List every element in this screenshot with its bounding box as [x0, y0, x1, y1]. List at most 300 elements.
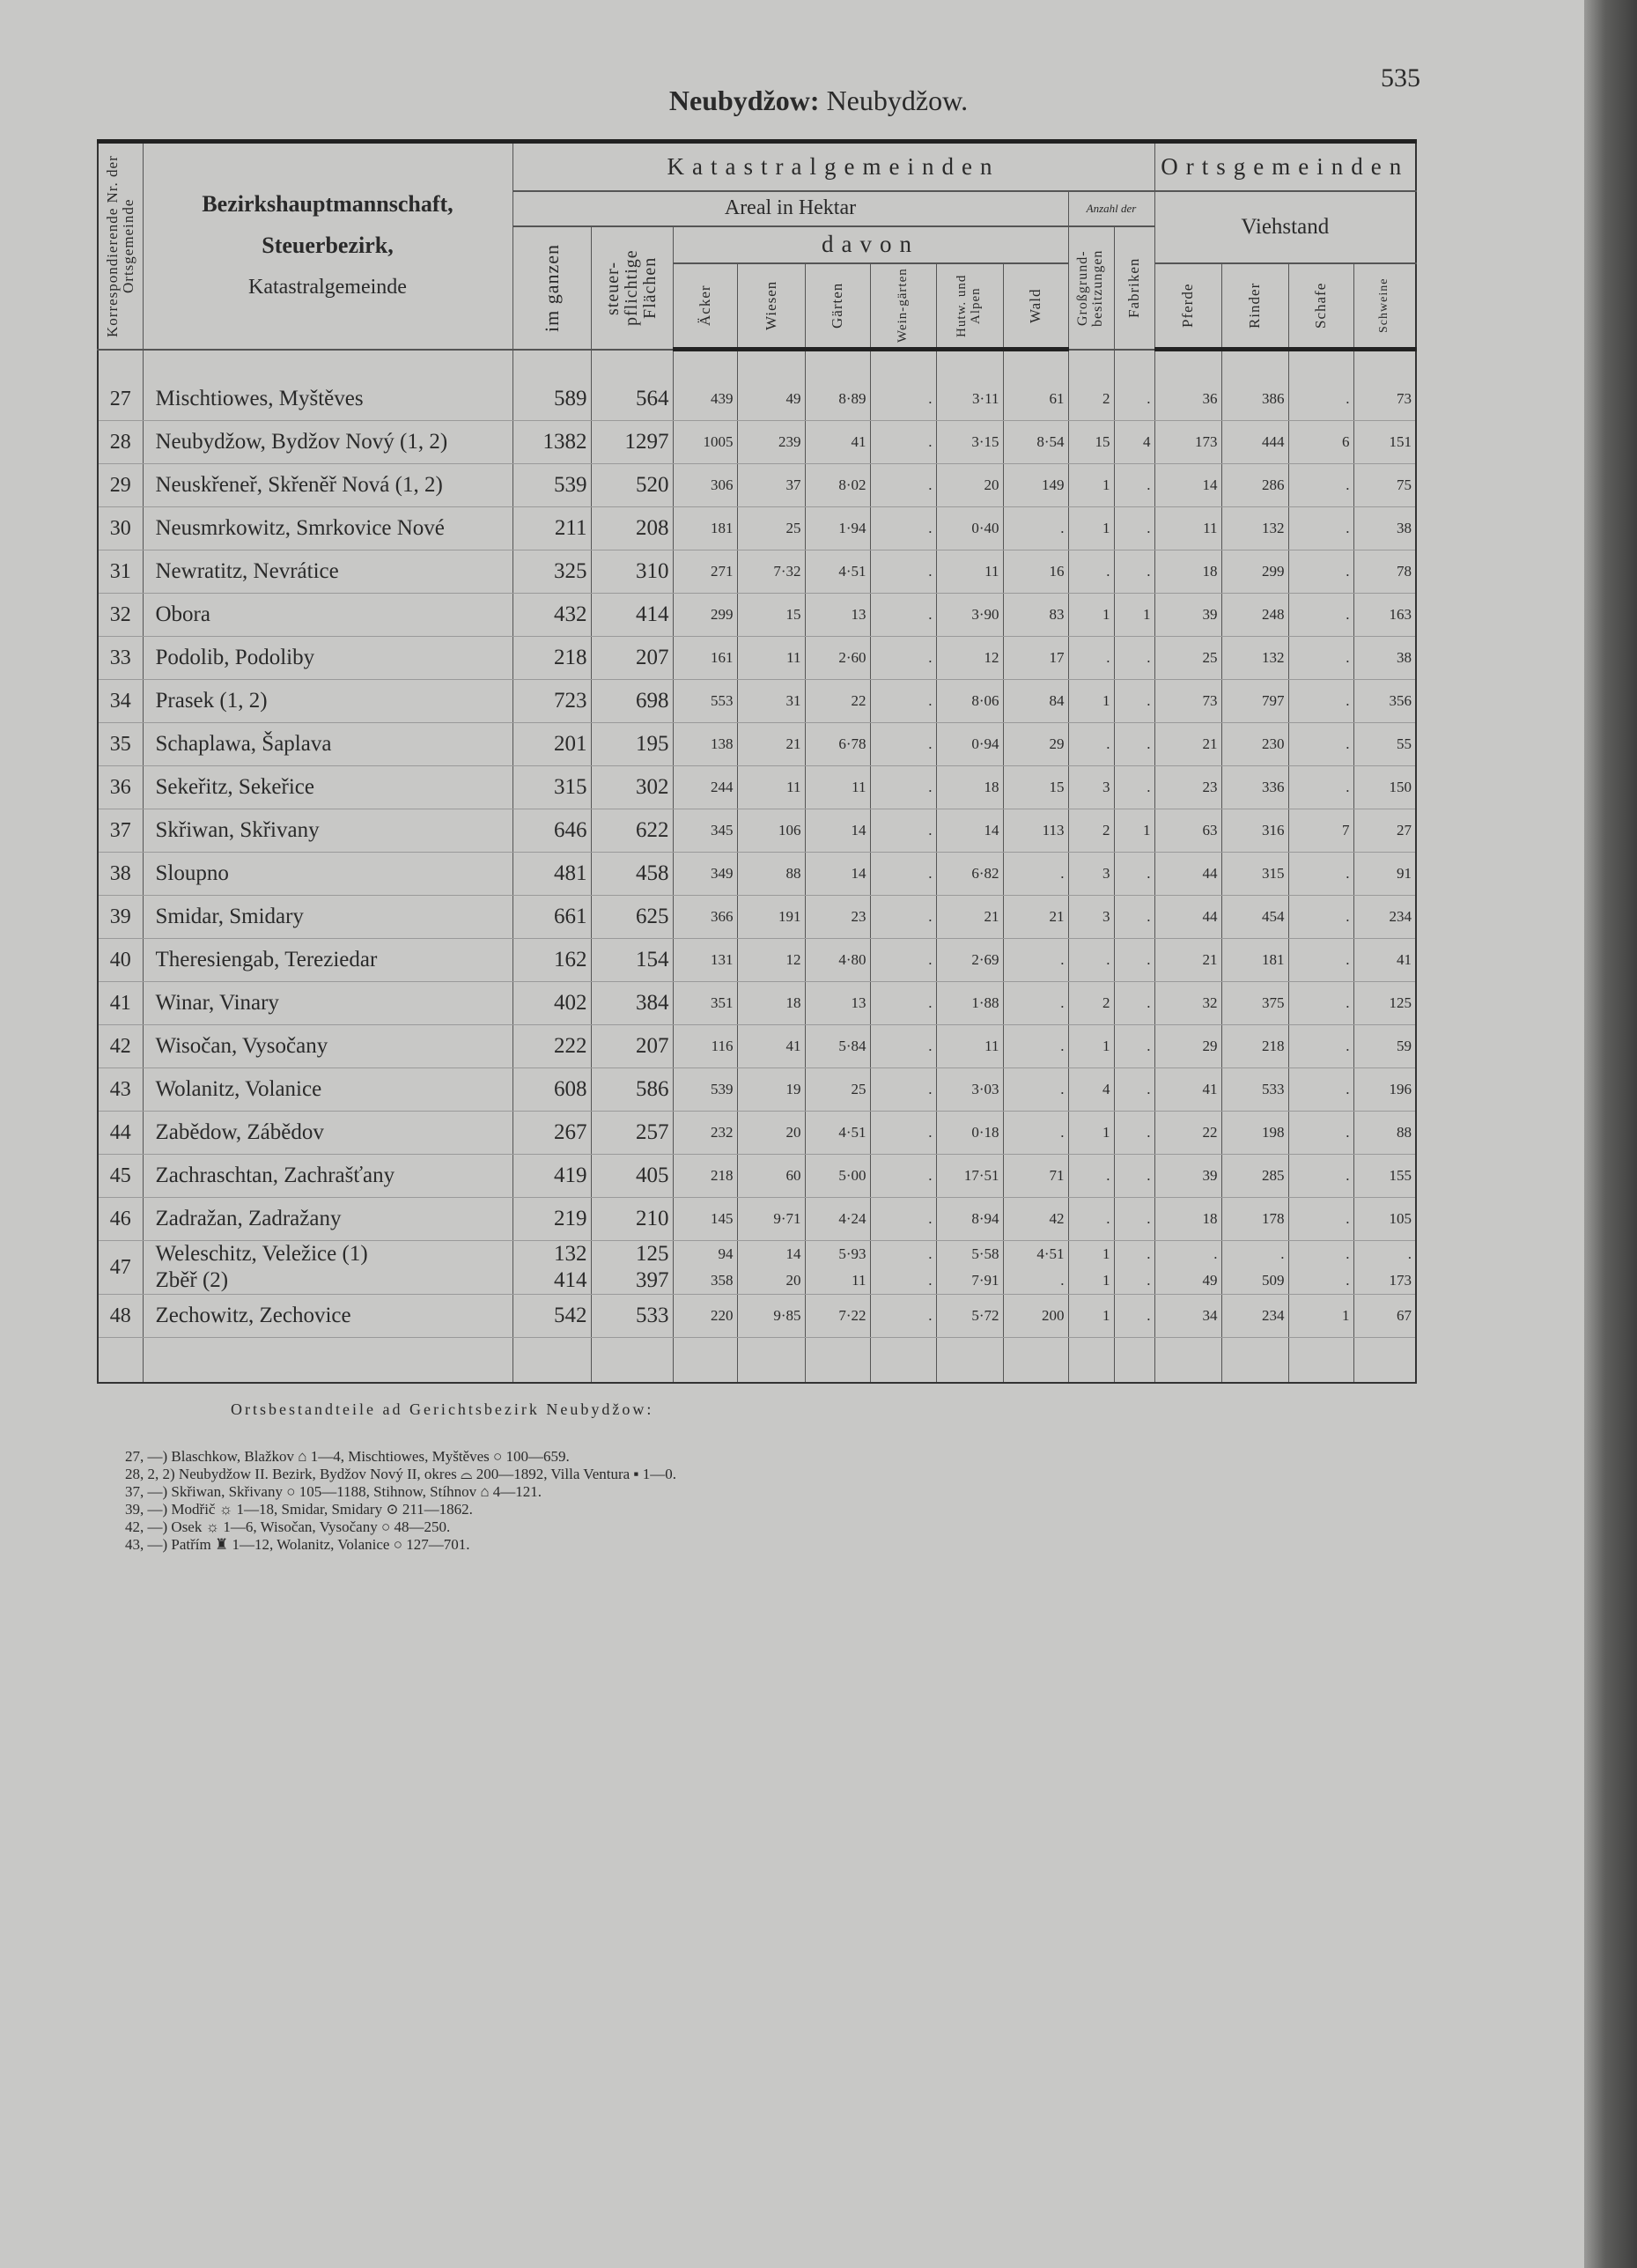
cell-line: 18 [1202, 563, 1218, 580]
cell-rinder [1221, 1241, 1288, 1295]
cell-pferde [1154, 1295, 1221, 1338]
cell-grossgrund [1068, 766, 1114, 809]
cell-line: 2 [1102, 822, 1110, 838]
cell-katastralgemeinde [143, 550, 512, 594]
cell-line: 1 [1102, 1307, 1110, 1324]
cell-wald [1003, 1241, 1068, 1295]
cell-line: 356 [1389, 692, 1412, 709]
cell-fabriken [1114, 982, 1154, 1025]
cell-line: . [1346, 692, 1350, 709]
empty-cell [1068, 350, 1114, 379]
row-number: 43 [98, 1068, 143, 1112]
cell-wald [1003, 939, 1068, 982]
cell-line: 41 [1202, 1081, 1218, 1097]
table-row [98, 550, 1416, 594]
cell-line: . [1147, 520, 1151, 536]
cell-line: 414 [636, 602, 669, 626]
header-gaerten [805, 263, 870, 350]
cell-line: . [928, 433, 933, 450]
cell-line: 113 [1042, 822, 1065, 838]
cell-im-ganzen [512, 1241, 591, 1295]
cell-hutweiden [936, 809, 1003, 853]
cell-line: 315 [554, 775, 587, 799]
cell-pferde [1154, 680, 1221, 723]
table-row [98, 723, 1416, 766]
empty-cell [1288, 1338, 1353, 1384]
cell-wald [1003, 1112, 1068, 1155]
cell-steuerpflichtig [591, 1112, 673, 1155]
cell-katastralgemeinde [143, 896, 512, 939]
cell-line: 797 [1262, 692, 1285, 709]
cell-aecker [673, 1155, 737, 1198]
cell-line: 625 [636, 905, 669, 928]
cell-line: Zabědow, Zábědov [155, 1120, 324, 1144]
cell-line: . [1346, 520, 1350, 536]
cell-wiesen [737, 1198, 805, 1241]
header-katastralgemeinden: Katastralgemeinden [512, 142, 1154, 191]
cell-wiesen [737, 464, 805, 507]
cell-line: 8·06 [971, 692, 999, 709]
cell-line: 25 [1202, 649, 1218, 666]
cell-weingaerten [870, 1295, 936, 1338]
cell-line: 106 [778, 822, 801, 838]
table-row [98, 766, 1416, 809]
cell-line: . [928, 908, 933, 925]
cell-line: 49 [785, 390, 801, 407]
cell-aecker [673, 464, 737, 507]
header-gaerten-label: Gärten [829, 282, 846, 329]
header-wald-label: Wald [1027, 288, 1044, 323]
cell-line: 39 [1202, 606, 1218, 623]
cell-steuerpflichtig [591, 1295, 673, 1338]
cell-line: . [928, 1307, 933, 1324]
cell-line: 178 [1262, 1210, 1285, 1227]
cell-weingaerten [870, 982, 936, 1025]
cell-wiesen [737, 1241, 805, 1295]
cell-line: . [1346, 994, 1350, 1011]
cell-line: 1 [1102, 606, 1110, 623]
cell-aecker [673, 1198, 737, 1241]
cell-line: 539 [711, 1081, 734, 1097]
cell-wiesen [737, 594, 805, 637]
cell-steuerpflichtig [591, 853, 673, 896]
empty-cell [591, 350, 673, 379]
cell-line: Wisočan, Vysočany [155, 1034, 328, 1058]
cell-wald [1003, 637, 1068, 680]
cell-line: . [1147, 1124, 1151, 1141]
cell-im-ganzen [512, 637, 591, 680]
cell-line: 222 [554, 1034, 587, 1058]
cell-schafe [1288, 1295, 1353, 1338]
cell-line: Schaplawa, Šaplava [155, 732, 332, 756]
header-schweine [1353, 263, 1416, 350]
cell-im-ganzen [512, 550, 591, 594]
cell-line: 234 [1389, 908, 1412, 925]
cell-line: . [928, 865, 933, 882]
cell-line: . [1060, 951, 1065, 968]
cell-line: . [1280, 1245, 1285, 1262]
cell-line: 39 [1202, 1167, 1218, 1184]
empty-cell [512, 1338, 591, 1384]
cell-line: 218 [1262, 1038, 1285, 1054]
cell-im-ganzen [512, 464, 591, 507]
cell-line: 1005 [703, 433, 734, 450]
cell-wald [1003, 594, 1068, 637]
empty-cell [1221, 1338, 1288, 1384]
cell-aecker [673, 766, 737, 809]
cell-line: 366 [711, 908, 734, 925]
cell-line: . [1060, 1124, 1065, 1141]
table-row [98, 809, 1416, 853]
cell-line: 646 [554, 818, 587, 842]
cell-line: . [928, 779, 933, 795]
cell-wald [1003, 464, 1068, 507]
tail-row [98, 1338, 1416, 1384]
cell-line: 351 [711, 994, 734, 1011]
cell-schweine [1353, 939, 1416, 982]
cell-grossgrund [1068, 594, 1114, 637]
cell-gaerten [805, 853, 870, 896]
cell-line: 4·51 [838, 1124, 866, 1141]
cell-line: . [1147, 1167, 1151, 1184]
cell-line: 191 [778, 908, 801, 925]
row-number: 32 [98, 594, 143, 637]
cell-gaerten [805, 550, 870, 594]
table-row [98, 378, 1416, 421]
cell-grossgrund [1068, 378, 1114, 421]
cell-line: 257 [636, 1120, 669, 1144]
cell-steuerpflichtig [591, 1025, 673, 1068]
empty-cell [805, 350, 870, 379]
cell-line: 1 [1143, 822, 1151, 838]
cell-line: 481 [554, 861, 587, 885]
cell-schafe [1288, 766, 1353, 809]
cell-gaerten [805, 680, 870, 723]
header-davon: davon [673, 226, 1068, 263]
cell-rinder [1221, 1295, 1288, 1338]
cell-line: 405 [636, 1164, 669, 1187]
cell-line: 131 [711, 951, 734, 968]
cell-grossgrund [1068, 421, 1114, 464]
row-number: 29 [98, 464, 143, 507]
cell-schweine [1353, 1068, 1416, 1112]
cell-line: 7·22 [838, 1307, 866, 1324]
cell-line: 149 [1042, 477, 1065, 493]
empty-cell [591, 1338, 673, 1384]
row-number: 37 [98, 809, 143, 853]
cell-katastralgemeinde [143, 1068, 512, 1112]
header-pferde [1154, 263, 1221, 350]
cell-line: 7 [1342, 822, 1350, 838]
cell-line: 6·78 [838, 735, 866, 752]
cell-line: 316 [1262, 822, 1285, 838]
cell-schafe [1288, 1112, 1353, 1155]
table-body [98, 350, 1416, 1384]
cell-schweine [1353, 507, 1416, 550]
table-row [98, 982, 1416, 1025]
header-ortsgemeinden: Ortsgemeinden [1154, 142, 1416, 191]
cell-line: 181 [1262, 951, 1285, 968]
header-hutweiden [936, 263, 1003, 350]
cell-katastralgemeinde [143, 982, 512, 1025]
cell-im-ganzen [512, 939, 591, 982]
cell-line: 173 [1389, 1272, 1412, 1289]
title-court-district: Neubydžow. [826, 85, 969, 116]
header-steuerpflichtig-label: steuer-pflichtige Flächen [603, 249, 660, 326]
cell-line: 41 [785, 1038, 801, 1054]
row-number: 35 [98, 723, 143, 766]
empty-cell [1353, 350, 1416, 379]
cell-line: 11 [786, 649, 801, 666]
cell-rinder [1221, 723, 1288, 766]
cell-fabriken [1114, 1112, 1154, 1155]
cell-pferde [1154, 637, 1221, 680]
cell-line: 12 [984, 649, 999, 666]
cell-line: . [928, 1272, 933, 1289]
cell-im-ganzen [512, 680, 591, 723]
cell-aecker [673, 1295, 737, 1338]
cell-line: 125 [636, 1242, 669, 1266]
cell-line: 325 [554, 559, 587, 583]
cell-line: . [1346, 865, 1350, 882]
cell-line: . [1147, 390, 1151, 407]
cell-weingaerten [870, 809, 936, 853]
row-number: 30 [98, 507, 143, 550]
cell-line: 11 [852, 1272, 866, 1289]
cell-line: . [1147, 994, 1151, 1011]
cell-fabriken [1114, 896, 1154, 939]
cell-line: . [1346, 563, 1350, 580]
cell-aecker [673, 723, 737, 766]
cell-line: 234 [1262, 1307, 1285, 1324]
cell-line: . [1147, 1272, 1151, 1289]
cell-schweine [1353, 982, 1416, 1025]
cell-line: . [1346, 951, 1350, 968]
footnote-line: 42, —) Osek ☼ 1—6, Wisočan, Vysočany ○ 48—250. [125, 1518, 451, 1535]
cell-schafe [1288, 809, 1353, 853]
cell-gaerten [805, 1068, 870, 1112]
cell-line: 3 [1102, 865, 1110, 882]
cell-aecker [673, 378, 737, 421]
cell-line: 248 [1262, 606, 1285, 623]
cell-line: 196 [1389, 1081, 1412, 1097]
cell-line: 2·60 [838, 649, 866, 666]
cell-line: 13 [851, 994, 866, 1011]
cell-line: 4 [1102, 1081, 1110, 1097]
header-weingaerten-label: Wein-gärten [895, 268, 910, 344]
cell-line: 41 [851, 433, 866, 450]
row-number: 47 [98, 1241, 143, 1295]
cell-steuerpflichtig [591, 1155, 673, 1198]
cell-line: 44 [1202, 865, 1218, 882]
cell-rinder [1221, 1068, 1288, 1112]
cell-hutweiden [936, 421, 1003, 464]
cell-pferde [1154, 594, 1221, 637]
cell-line: . [928, 1245, 933, 1262]
cell-line: 8·54 [1036, 433, 1065, 450]
cell-katastralgemeinde [143, 809, 512, 853]
cell-pferde [1154, 1068, 1221, 1112]
cell-line: Prasek (1, 2) [155, 689, 268, 713]
cell-grossgrund [1068, 1241, 1114, 1295]
cell-line: . [1147, 1081, 1151, 1097]
cell-gaerten [805, 766, 870, 809]
cell-line: 239 [778, 433, 801, 450]
cell-gaerten [805, 464, 870, 507]
cell-wald [1003, 809, 1068, 853]
cell-line: 151 [1389, 433, 1412, 450]
cell-grossgrund [1068, 896, 1114, 939]
cell-line: 302 [636, 775, 669, 799]
cell-line: 18 [785, 994, 801, 1011]
cell-schafe [1288, 464, 1353, 507]
cell-pferde [1154, 1155, 1221, 1198]
cell-pferde [1154, 464, 1221, 507]
cell-line: 375 [1262, 994, 1285, 1011]
cell-aecker [673, 421, 737, 464]
header-anzahl: Anzahl der [1068, 191, 1154, 226]
header-schafe-label: Schafe [1312, 282, 1330, 329]
cell-line: 458 [636, 861, 669, 885]
cell-line: 299 [711, 606, 734, 623]
cell-line: 349 [711, 865, 734, 882]
cell-line: 94 [718, 1245, 734, 1262]
cell-schweine [1353, 1155, 1416, 1198]
cell-steuerpflichtig [591, 421, 673, 464]
table-row [98, 1155, 1416, 1198]
cell-schweine [1353, 1112, 1416, 1155]
cell-line: 454 [1262, 908, 1285, 925]
table-row [98, 421, 1416, 464]
cell-rinder [1221, 809, 1288, 853]
cell-line: 1 [1102, 477, 1110, 493]
cell-line: 402 [554, 991, 587, 1015]
cell-im-ganzen [512, 1295, 591, 1338]
cell-steuerpflichtig [591, 1241, 673, 1295]
cell-line: 608 [554, 1077, 587, 1101]
empty-cell [98, 350, 143, 379]
cell-grossgrund [1068, 1025, 1114, 1068]
cell-rinder [1221, 464, 1288, 507]
cell-line: 21 [984, 908, 999, 925]
cell-im-ganzen [512, 1155, 591, 1198]
cell-schafe [1288, 853, 1353, 896]
table-row [98, 680, 1416, 723]
cell-line: 7·32 [773, 563, 801, 580]
cell-line: 1·94 [838, 520, 866, 536]
cell-line: 27 [1397, 822, 1412, 838]
cell-line: 198 [1262, 1124, 1285, 1141]
cell-schafe [1288, 982, 1353, 1025]
cell-line: . [1147, 477, 1151, 493]
cell-line: . [928, 1210, 933, 1227]
cell-line: 150 [1389, 779, 1412, 795]
empty-cell [1288, 350, 1353, 379]
cell-aecker [673, 550, 737, 594]
cell-gaerten [805, 896, 870, 939]
header-schafe [1288, 263, 1353, 350]
cell-pferde [1154, 723, 1221, 766]
cell-rinder [1221, 896, 1288, 939]
cell-line: 232 [711, 1124, 734, 1141]
cell-line: 432 [554, 602, 587, 626]
cell-line: . [1346, 1245, 1350, 1262]
cell-wald [1003, 982, 1068, 1025]
cell-wald [1003, 550, 1068, 594]
cell-line: 21 [1202, 735, 1218, 752]
cell-line: . [928, 1167, 933, 1184]
cell-line: 11 [1203, 520, 1218, 536]
row-number: 36 [98, 766, 143, 809]
cell-line: . [1147, 865, 1151, 882]
cell-gaerten [805, 507, 870, 550]
header-wiesen [737, 263, 805, 350]
cell-pferde [1154, 766, 1221, 809]
cell-line: . [928, 822, 933, 838]
cell-rinder [1221, 1025, 1288, 1068]
cell-line: 306 [711, 477, 734, 493]
cell-hutweiden [936, 896, 1003, 939]
cell-line: 8·02 [838, 477, 866, 493]
cell-hutweiden [936, 766, 1003, 809]
cell-line: 310 [636, 559, 669, 583]
empty-cell [512, 350, 591, 379]
cell-gaerten [805, 594, 870, 637]
cell-line: . [1346, 606, 1350, 623]
cell-line: 299 [1262, 563, 1285, 580]
cell-line: . [1346, 1210, 1350, 1227]
cell-gaerten [805, 1155, 870, 1198]
cell-line: . [1147, 1210, 1151, 1227]
cell-line: 83 [1049, 606, 1065, 623]
cell-line: 138 [711, 735, 734, 752]
cell-line: 533 [636, 1304, 669, 1327]
cell-line: 37 [785, 477, 801, 493]
cell-schafe [1288, 1025, 1353, 1068]
cell-line: . [1147, 951, 1151, 968]
empty-cell [805, 1338, 870, 1384]
cell-hutweiden [936, 1155, 1003, 1198]
cell-grossgrund [1068, 1068, 1114, 1112]
cell-fabriken [1114, 637, 1154, 680]
cell-wiesen [737, 982, 805, 1025]
empty-cell [870, 1338, 936, 1384]
cell-line: 384 [636, 991, 669, 1015]
cell-line: 11 [786, 779, 801, 795]
cell-schweine [1353, 421, 1416, 464]
cell-rinder [1221, 1198, 1288, 1241]
cell-schafe [1288, 378, 1353, 421]
header-name-line2: Steuerbezirk, [262, 233, 394, 259]
cell-wiesen [737, 1068, 805, 1112]
cell-gaerten [805, 637, 870, 680]
cell-line: 14 [1202, 477, 1218, 493]
cell-line: 22 [851, 692, 866, 709]
cell-fabriken [1114, 507, 1154, 550]
cell-line: 21 [785, 735, 801, 752]
cell-line: . [1147, 735, 1151, 752]
cell-line: 553 [711, 692, 734, 709]
cell-schweine [1353, 853, 1416, 896]
table-row [98, 637, 1416, 680]
cell-rinder [1221, 982, 1288, 1025]
cell-wiesen [737, 896, 805, 939]
cell-line: 6 [1342, 433, 1350, 450]
header-rinder-label: Rinder [1246, 282, 1264, 329]
cell-katastralgemeinde [143, 1112, 512, 1155]
cell-im-ganzen [512, 1112, 591, 1155]
cell-katastralgemeinde [143, 594, 512, 637]
